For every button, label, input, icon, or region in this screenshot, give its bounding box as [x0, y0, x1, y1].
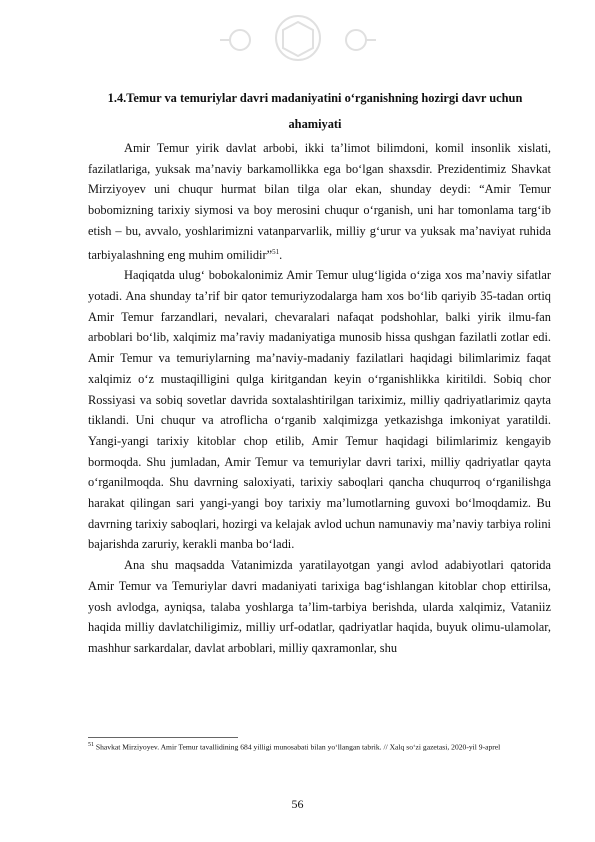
footnote-divider [88, 737, 238, 738]
footnote-number: 51 [88, 742, 94, 748]
paragraph-2: Haqiqatda ulug‘ bobokalonimiz Amir Temur ulug‘ligida o‘ziga xos ma’naviy sifatlar yotadi. Ana shunday ta’rif bir qator temuriyzodalarga ham xos bo‘lib qariyib 35-tadan ortiq Amir Temur farzandlari, nevalari, chevaralari nafaqat podshohlar, balki yirik ilmu-fan arboblari bo‘lib, xalqimiz ma’raviy madaniyatiga munosib hissa qushgan fazilatli zotlar edi. Amir Temur va temuriylarning ma’naviy-madaniy fazilatlari haqidagi bilimlarimiz faqat xalqimiz o‘z mustaqilligini qulga kiritgandan keyin o‘rganishlikka kiritildi. Sobiq chor Rossiyasi va sobiq sovetlar davrida soxtalashtirilgan tariximiz, milliy qadriyatlarimiz qayta tiklandi. Uni chuqur va atroflicha o‘rganib xalqimizga yetkazishga imkoniyat yaratildi. Yangi-yangi tarixiy kitoblar chop etilib, Amir Temur haqidagi bilimlarimiz kengayib bormoqda. Shu jumladan, Amir Temur va temuriylar davri tarixi, milliy qadriyatlar qayta o‘rganilmoqda. Shu davrning saloxiyati, tarixiy saboqlari qancha chuqurroq o‘rganilishga harakat qilingan sari yangi-yangi boy tarixiy ma’lumotlarning guvoxi bo‘lmoqdamiz. Bu davrning tarixiy saboqlari, hozirgi va kelajak avlod uchun namunaviy ma’naviy tarbiya rolini bajarishda zaruriy, kerakli manba bo‘ladi. [88, 268, 551, 552]
body-text [88, 138, 551, 659]
paragraph-1-text: Amir Temur yirik davlat arbobi, ikki ta’limot bilimdoni, komil insonlik xislati, fazilatlariga, yuksak ma’naviy barkamollikka ega bo‘lgan shaxsdir. Prezidentimiz Shavkat Mirziyoyev uni chuqur hurmat bilan tilga olar ekan, shunday deydi: “Amir Temur bobomizning tarixiy siymosi va boy merosini chuqur o‘rganish, uni har tomonlama targ‘ib etish – bu, avvalo, yoshlarimizni vatanparvarlik, milliy g‘urur va yuksak ma’naviyat ruhida tarbiyalashning eng muhim omilidir” [88, 141, 551, 262]
footnote-reference[interactable]: 51 [272, 247, 280, 256]
paragraph-3: Ana shu maqsadda Vatanimizda yaratilayotgan yangi avlod adabiyotlari qatorida Amir Temur va Temuriylar davri madaniyati tarixiga bag‘ishlangan kitoblar chop ettirilsa, yosh avlodga, ayniqsa, talaba yoshlarga ta’lim-tarbiya berishda, ularda xalqimiz, Vataniiz haqida milliy davlatchiligimiz, milliy urf-odatlar, qadriyatlar haqida, buyuk olimu-ulamolar, mashhur sarkardalar, davlat arboblari, milliy qaxramonlar, shu [88, 558, 551, 655]
section-title-line-2: ahamiyati [288, 117, 342, 131]
paragraph-1: Amir Temur yirik davlat arbobi, ikki ta’limot bilimdoni, komil insonlik xislati, fazilatlariga, yuksak ma’naviy barkamollikka ega bo‘lgan shaxsdir. Prezidentimiz Shavkat Mirziyoyev uni chuqur hurmat bilan tilga olar ekan, shunday deydi: “Amir Temur bobomizning tarixiy siymosi va boy merosini chuqur o‘rganish, uni har tomonlama targ‘ib etish – bu, avvalo, yoshlarimizni vatanparvarlik, milliy g‘urur va yuksak ma’naviyat ruhida tarbiyalashning eng muhim omilidir”$^{51}$. [88, 141, 551, 262]
page-number: 56 [291, 797, 304, 811]
footnote-text: Shavkat Mirziyoyev. Amir Temur tavallidining 684 yilligi munosabati bilan yo‘llangan tabrik. // Xalq so‘zi gazetasi, 2020-yil 9-aprel [94, 742, 501, 752]
section-title-line-1: 1.4.Temur va temuriylar davri madaniyatini o‘rganishning hozirgi davr uchun [107, 91, 523, 105]
footnote [88, 740, 508, 753]
